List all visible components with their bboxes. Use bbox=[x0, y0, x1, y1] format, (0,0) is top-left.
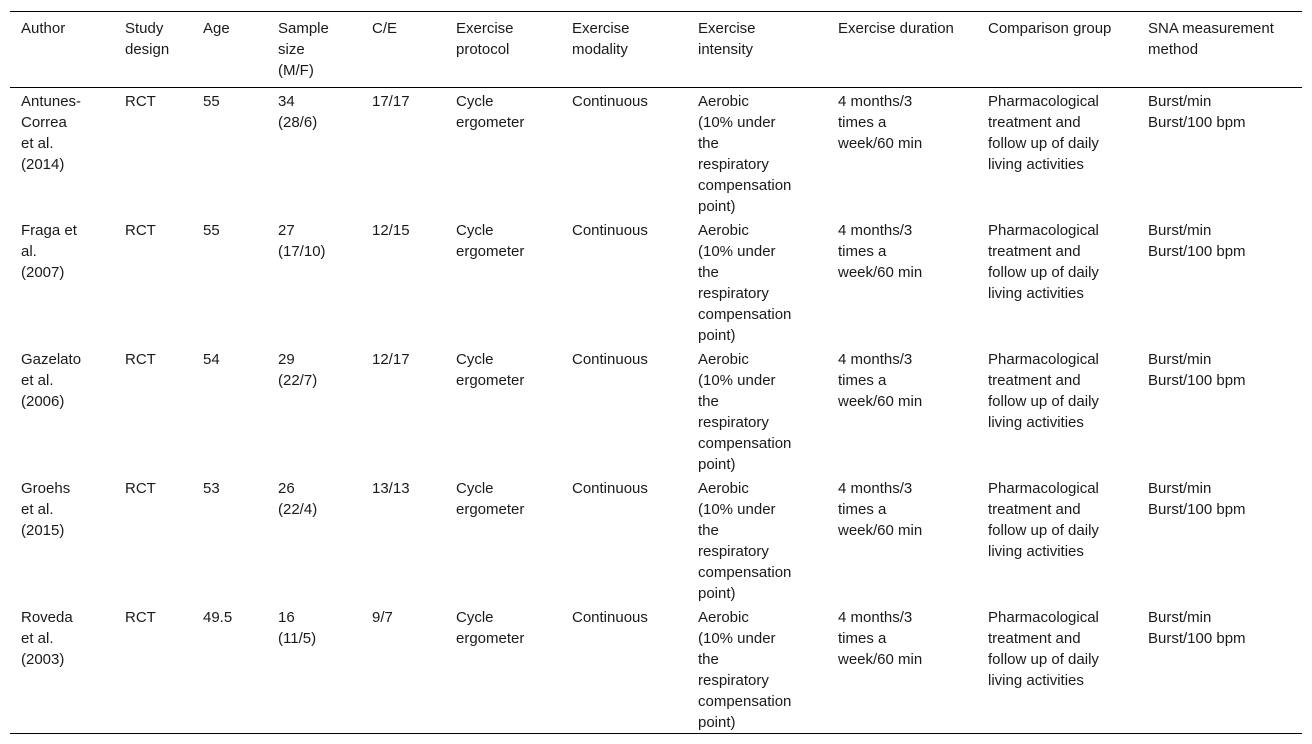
cell-comparison: Pharmacological treatment and follow up of daily living activities bbox=[988, 222, 1099, 302]
cell-intensity: Aerobic (10% under the respiratory compensation point) bbox=[698, 480, 792, 602]
header-comparison-group: Comparison group bbox=[988, 20, 1112, 37]
table-row bbox=[10, 88, 1302, 218]
cell-comparison: Pharmacological treatment and follow up of daily living activities bbox=[988, 93, 1099, 173]
cell-sna: Burst/min Burst/100 bpm bbox=[1148, 351, 1246, 389]
cell-author: Fraga et al. (2007) bbox=[21, 222, 77, 281]
cell-sna: Burst/min Burst/100 bpm bbox=[1148, 93, 1246, 131]
cell-duration: 4 months/3 times a week/60 min bbox=[838, 609, 923, 668]
cell-age: 55 bbox=[203, 222, 220, 239]
cell-duration: 4 months/3 times a week/60 min bbox=[838, 93, 923, 152]
header-exercise-modality: Exercise modality bbox=[572, 20, 630, 58]
table-header-row bbox=[10, 12, 1302, 88]
cell-intensity: Aerobic (10% under the respiratory compensation point) bbox=[698, 222, 792, 344]
cell-protocol: Cycle ergometer bbox=[456, 93, 525, 131]
cell-age: 55 bbox=[203, 93, 220, 110]
cell-design: RCT bbox=[125, 609, 156, 626]
cell-ce: 12/15 bbox=[372, 222, 410, 239]
cell-modality: Continuous bbox=[572, 222, 648, 239]
cell-design: RCT bbox=[125, 480, 156, 497]
cell-duration: 4 months/3 times a week/60 min bbox=[838, 480, 923, 539]
cell-design: RCT bbox=[125, 222, 156, 239]
cell-sample: 26 (22/4) bbox=[278, 480, 318, 518]
cell-author: Roveda et al. (2003) bbox=[21, 609, 73, 668]
study-characteristics-table bbox=[10, 11, 1302, 734]
cell-author: Gazelato et al. (2006) bbox=[21, 351, 82, 410]
study-table-container bbox=[10, 11, 1302, 734]
header-study-design: Study design bbox=[125, 20, 170, 58]
cell-duration: 4 months/3 times a week/60 min bbox=[838, 222, 923, 281]
cell-intensity: Aerobic (10% under the respiratory compensation point) bbox=[698, 93, 792, 215]
cell-protocol: Cycle ergometer bbox=[456, 222, 525, 260]
cell-sample: 29 (22/7) bbox=[278, 351, 318, 389]
cell-author: Antunes- Correa et al. (2014) bbox=[21, 93, 82, 173]
cell-sna: Burst/min Burst/100 bpm bbox=[1148, 222, 1246, 260]
cell-modality: Continuous bbox=[572, 93, 648, 110]
cell-sample: 34 (28/6) bbox=[278, 93, 318, 131]
cell-author: Groehs et al. (2015) bbox=[21, 480, 71, 539]
header-ce: C/E bbox=[372, 20, 398, 37]
cell-sample: 16 (11/5) bbox=[278, 609, 317, 647]
header-sample-size: Sample size (M/F) bbox=[278, 20, 329, 79]
cell-ce: 12/17 bbox=[372, 351, 410, 368]
header-exercise-intensity: Exercise intensity bbox=[698, 20, 756, 58]
cell-age: 49.5 bbox=[203, 609, 233, 626]
cell-sample: 27 (17/10) bbox=[278, 222, 326, 260]
cell-protocol: Cycle ergometer bbox=[456, 351, 525, 389]
cell-protocol: Cycle ergometer bbox=[456, 480, 525, 518]
cell-intensity: Aerobic (10% under the respiratory compensation point) bbox=[698, 351, 792, 473]
header-age: Age bbox=[203, 20, 230, 37]
header-exercise-protocol: Exercise protocol bbox=[456, 20, 514, 58]
cell-modality: Continuous bbox=[572, 480, 648, 497]
table-row bbox=[10, 604, 1302, 734]
cell-comparison: Pharmacological treatment and follow up of daily living activities bbox=[988, 351, 1099, 431]
cell-protocol: Cycle ergometer bbox=[456, 609, 525, 647]
table-row bbox=[10, 346, 1302, 475]
cell-intensity: Aerobic (10% under the respiratory compensation point) bbox=[698, 609, 792, 731]
cell-design: RCT bbox=[125, 93, 156, 110]
cell-duration: 4 months/3 times a week/60 min bbox=[838, 351, 923, 410]
cell-age: 53 bbox=[203, 480, 220, 497]
cell-comparison: Pharmacological treatment and follow up of daily living activities bbox=[988, 609, 1099, 689]
cell-modality: Continuous bbox=[572, 609, 648, 626]
cell-age: 54 bbox=[203, 351, 220, 368]
cell-modality: Continuous bbox=[572, 351, 648, 368]
cell-ce: 17/17 bbox=[372, 93, 410, 110]
cell-sna: Burst/min Burst/100 bpm bbox=[1148, 480, 1246, 518]
cell-ce: 13/13 bbox=[372, 480, 410, 497]
cell-ce: 9/7 bbox=[372, 609, 393, 626]
header-author: Author bbox=[21, 20, 66, 37]
cell-design: RCT bbox=[125, 351, 156, 368]
cell-comparison: Pharmacological treatment and follow up of daily living activities bbox=[988, 480, 1099, 560]
table-row bbox=[10, 475, 1302, 604]
header-sna-method: SNA measurement method bbox=[1148, 20, 1274, 58]
header-exercise-duration: Exercise duration bbox=[838, 20, 954, 37]
table-row bbox=[10, 217, 1302, 346]
cell-sna: Burst/min Burst/100 bpm bbox=[1148, 609, 1246, 647]
